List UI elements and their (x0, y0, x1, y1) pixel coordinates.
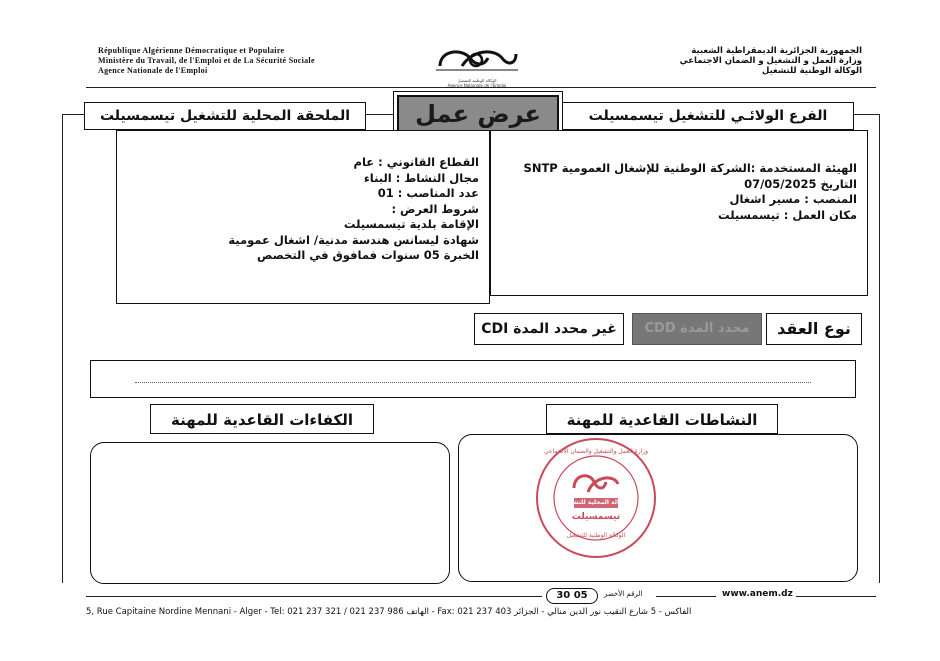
stamp-inner-text: الوكالة المحلية للتشغيل (561, 499, 631, 506)
notes-bar (90, 360, 856, 398)
footer-line-left (86, 596, 542, 597)
green-number: 30 05 (546, 588, 598, 604)
header-fr-line: Ministère du Travail, de l'Emploi et de La Sécurité Sociale (98, 56, 315, 65)
anem-logo-icon (432, 44, 522, 74)
local-agency-tab: الملحقة المحلية للتشغيل تيسمسيلت (84, 102, 366, 130)
header-arabic (680, 46, 862, 76)
footer-line-right (796, 596, 876, 597)
condition-experience: الخبرة 05 سنوات فمافوق في التخصص (257, 248, 479, 262)
page-title: عرض عمل (415, 100, 541, 128)
logo-caption-ar: الوكالة الوطنية للتشغيل (457, 78, 497, 83)
employer: الهيئة المستخدمة :الشركة الوطنية للإشغال العمومية SNTP (523, 161, 857, 175)
basic-activities-label: النشاطات القاعدية للمهنة (546, 404, 778, 434)
condition-residence: الإقامة بلدية تيسمسيلت (343, 217, 479, 231)
header-divider (86, 87, 876, 88)
contract-type-label: نوع العقد (766, 313, 862, 345)
header-fr-line: République Algérienne Démocratique et Populaire (98, 46, 285, 55)
basic-activities-box (458, 434, 858, 582)
basic-skills-box (90, 442, 450, 584)
cdd-option-selected: محدد المدة CDD (632, 313, 762, 345)
cdi-option: غير محدد المدة CDI (474, 313, 624, 345)
activity-field: مجال النشاط : البناء (363, 170, 479, 185)
header-fr-line: Agence Nationale de l'Emploi (98, 66, 208, 75)
footer-address: 5, Rue Capitaine Nordine Mennani - Alger - Tel: 021 237 321 / 021 237 986 الهاتف - Fax: 021 237 403 الفاكس - 5 شارع النقيب نور الدين منالي - الجزائر (86, 607, 692, 617)
stamp-city: تيسمسيلت (571, 512, 621, 522)
position: المنصب : مسير اشغال (729, 192, 857, 206)
official-stamp (534, 436, 658, 560)
title-box (397, 95, 559, 135)
conditions-title: شروط العرض : (391, 201, 479, 216)
green-number-label: الرقم الأخضر (604, 590, 643, 598)
header-ar-line: الوكالة الوطنية للتشغيل (761, 66, 862, 76)
anem-logo (432, 44, 522, 88)
legal-sector: القطاع القانوني : عام (353, 155, 479, 169)
stamp-outer-text: وزارة العمل والتشغيل والضمان الاجتماعي (543, 448, 649, 455)
website: www.anem.dz (722, 589, 793, 599)
condition-degree: شهادة ليسانس هندسة مدنية/ اشغال عمومية (228, 232, 479, 247)
notes-dotted-line (135, 382, 811, 383)
offer-conditions-box (116, 130, 490, 304)
offer-date: التاريخ 07/05/2025 (744, 176, 857, 191)
header-french (98, 46, 315, 76)
header-ar-line: الجمهورية الجزائرية الديمقراطية الشعبية (691, 46, 862, 56)
logo-caption-fr: Agence Nationale de l'Emploi (447, 83, 507, 88)
workplace: مكان العمل : تيسمسيلت (718, 207, 857, 222)
basic-skills-label: الكفاءات القاعدية للمهنة (150, 404, 374, 434)
employer-info-box (490, 130, 868, 296)
header-ar-line: وزارة العمل و التشغيل و الضمان الاجتماعي (679, 56, 862, 66)
posts-count: عدد المناصب : 01 (377, 186, 479, 200)
footer-line-mid (656, 596, 716, 597)
branch-tab: الفرع الولائـي للتشغيل تيسمسيلت (562, 102, 854, 130)
stamp-bottom-text: الوكالة الوطنية للتشغيل (566, 532, 626, 539)
